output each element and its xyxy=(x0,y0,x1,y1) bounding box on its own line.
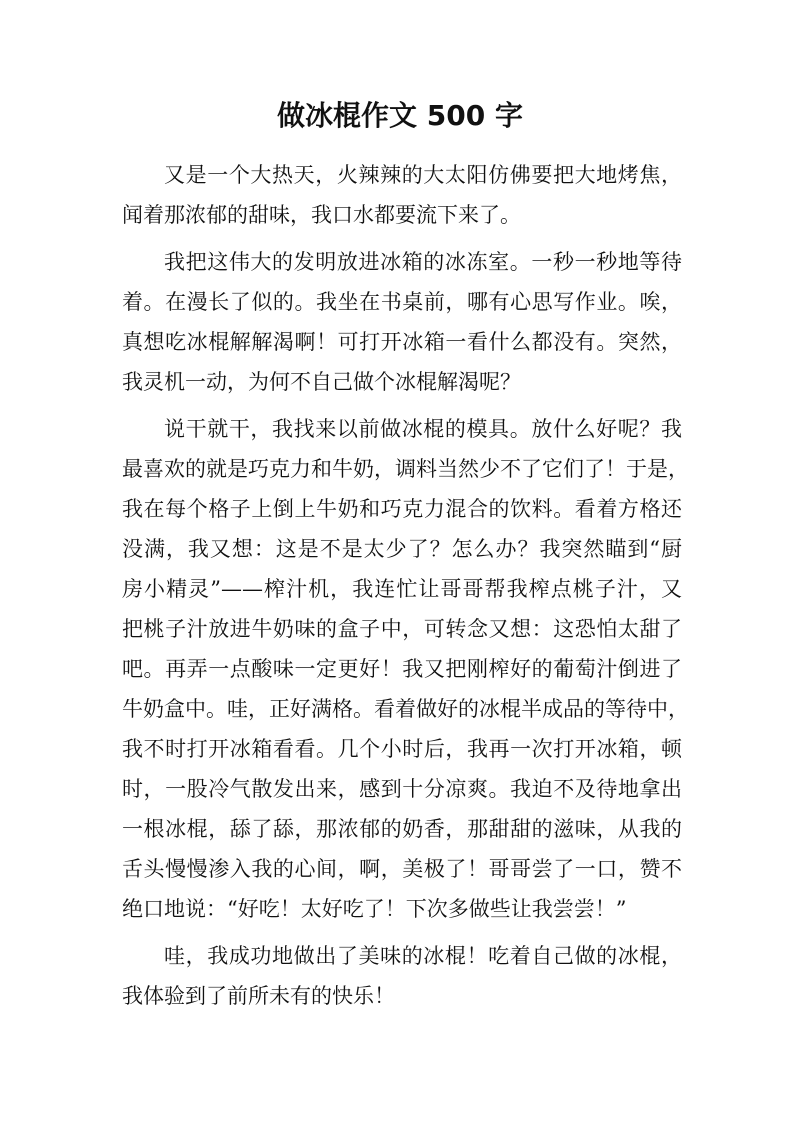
text-line: 房小精灵”——榨汁机，我连忙让哥哥帮我榨点桃子汁，又 xyxy=(122,577,682,601)
text-line: 又是一个大热天，火辣辣的大太阳仿佛要把大地烤焦， xyxy=(164,163,682,187)
text-line: 我把这伟大的发明放进冰箱的冰冻室。一秒一秒地等待 xyxy=(164,250,682,274)
text-line: 把桃子汁放进牛奶味的盒子中，可转念又想：这恐怕太甜了 xyxy=(122,617,682,641)
text-line: 真想吃冰棍解解渴啊！可打开冰箱一看什么都没有。突然， xyxy=(122,330,682,354)
text-line: 吧。再弄一点酸味一定更好！我又把刚榨好的葡萄汁倒进了 xyxy=(122,657,682,681)
essay-body xyxy=(122,155,689,1023)
text-line: 舌头慢慢渗入我的心间，啊，美极了！哥哥尝了一口，赞不 xyxy=(122,857,682,881)
paragraph-4 xyxy=(122,936,682,1016)
text-line: 绝口地说：“好吃！太好吃了！下次多做些让我尝尝！” xyxy=(122,897,627,921)
text-line: 说干就干，我找来以前做冰棍的模具。放什么好呢？我 xyxy=(164,417,682,441)
text-line: 最喜欢的就是巧克力和牛奶，调料当然少不了它们了！于是， xyxy=(122,457,689,481)
paragraph-2 xyxy=(122,242,682,402)
text-line: 牛奶盒中。哇，正好满格。看着做好的冰棍半成品的等待中， xyxy=(122,697,689,721)
text-line: 闻着那浓郁的甜味，我口水都要流下来了。 xyxy=(122,203,521,227)
text-line: 我在每个格子上倒上牛奶和巧克力混合的饮料。看着方格还 xyxy=(122,497,682,521)
paragraph-1 xyxy=(122,155,682,235)
text-line: 我不时打开冰箱看看。几个小时后，我再一次打开冰箱，顿 xyxy=(122,737,682,761)
page-title: 做冰棍作文 500 字 xyxy=(277,99,523,132)
text-line: 没满，我又想：这是不是太少了？怎么办？我突然瞄到“厨 xyxy=(122,537,682,561)
paragraph-3 xyxy=(122,409,689,929)
text-line: 一根冰棍，舔了舔，那浓郁的奶香，那甜甜的滋味，从我的 xyxy=(122,817,682,841)
text-line: 着。在漫长了似的。我坐在书桌前，哪有心思写作业。唉， xyxy=(122,290,682,314)
text-line: 时，一股冷气散发出来，感到十分凉爽。我迫不及待地拿出 xyxy=(122,777,682,801)
text-line: 我体验到了前所未有的快乐！ xyxy=(122,984,395,1008)
text-line: 我灵机一动，为何不自己做个冰棍解渴呢？ xyxy=(122,370,521,394)
text-line: 哇，我成功地做出了美味的冰棍！吃着自己做的冰棍， xyxy=(164,944,682,968)
